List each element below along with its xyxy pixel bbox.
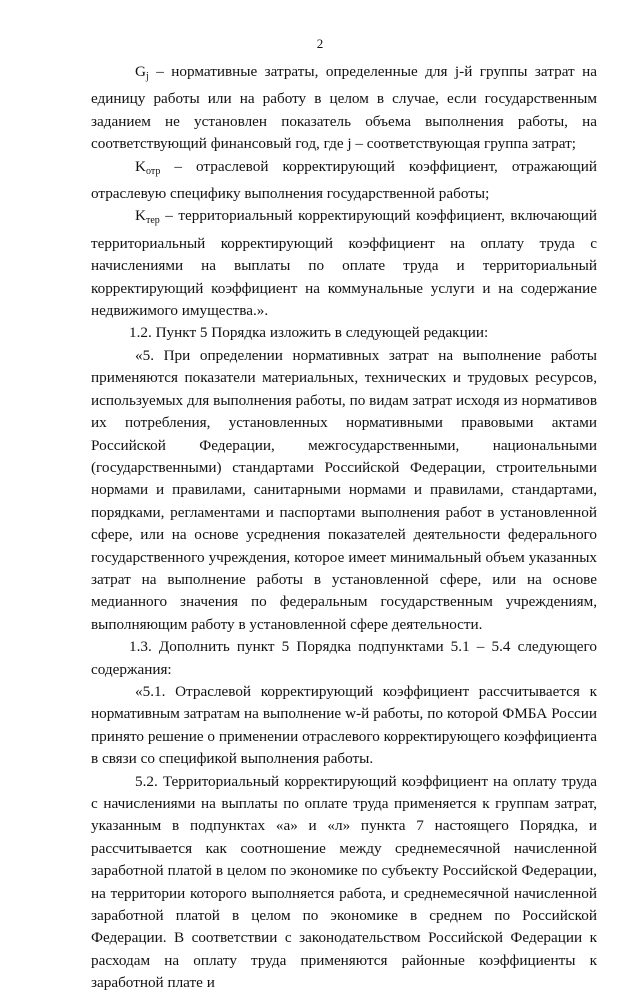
page-number: 2 [316,36,324,51]
paragraph-kotr-definition: $K_{отр}$ – отраслевой корректирующий коэффициент, отражающий отраслевую специфику выполнения государственной работы; [91,157,597,203]
document-body [91,61,597,995]
paragraph-1-2: 1.2. Пункт 5 Порядка изложить в следующей редакции: [129,324,489,342]
paragraph-gj-definition: $G_j$ – нормативные затраты, определенные для j-й группы затрат на единицу работы или на работу в целом в случае, если государственным заданием не установлен показатель объема выполнения работы, на соответствующий финансовый год, где j – соответствующая группа затрат; [91,63,597,153]
paragraph-1-3: 1.3. Дополнить пункт 5 Порядка подпунктами 5.1 – 5.4 следующего содержания: [91,638,597,678]
paragraph-kter-definition: $K_{тер}$ – территориальный корректирующий коэффициент, включающий территориальный корректирующий коэффициент на оплату труда с начислениями на выплаты по оплате труда и территориальный корректирующий коэффициент на коммунальные услуги и на содержание недвижимого имущества.». [91,207,597,320]
symbol-g: $G_j$ [135,63,149,82]
symbol-kter: $K_{тер}$ [135,207,160,227]
paragraph-point-5: «5. При определении нормативных затрат на выполнение работы применяются показатели материальных, технических и трудовых ресурсов, используемых для выполнения работы, по видам затрат исходя из нормативов их потребления, установленных нормативными правовыми актами Российской Федерации, межгосударственными, национальными (государственными) стандартами Российской Федерации, строительными нормами и правилами, санитарными нормами и правилами, стандартами, порядками, регламентами и паспортами выполнения работ в установленной сфере, или на основе усреднения показателей деятельности федерального государственного учреждения, которое имеет минимальный объем указанных затрат на выполнение работы в установленной сфере, или на основе медианного значения по федеральным государственным учреждениям, выполняющим работу в установленной сфере деятельности. [91,346,597,633]
paragraph-5-1: «5.1. Отраслевой корректирующий коэффициент рассчитывается к нормативным затратам на выполнение w-й работы, по которой ФМБА России принято решение о применении отраслевого корректирующего коэффициента в связи со спецификой выполнения работы. [91,682,597,768]
symbol-kotr: $K_{отр}$ [135,157,161,177]
paragraph-5-2: 5.2. Территориальный корректирующий коэффициент на оплату труда с начислениями на выплаты по оплате труда применяется к группам затрат, указанным в подпунктах «а» и «л» пункта 7 настоящего Порядка, и рассчитывается как соотношение между среднемесячной начисленной заработной платой в целом по экономике по субъекту Российской Федерации, на территории которого выполняется работа, и среднемесячной начисленной заработной платой в целом по экономике в среднем по Российской Федерации. В соответствии с законодательством Российской Федерации к расходам на оплату труда применяются районные коэффициенты к заработной плате и [91,772,597,992]
